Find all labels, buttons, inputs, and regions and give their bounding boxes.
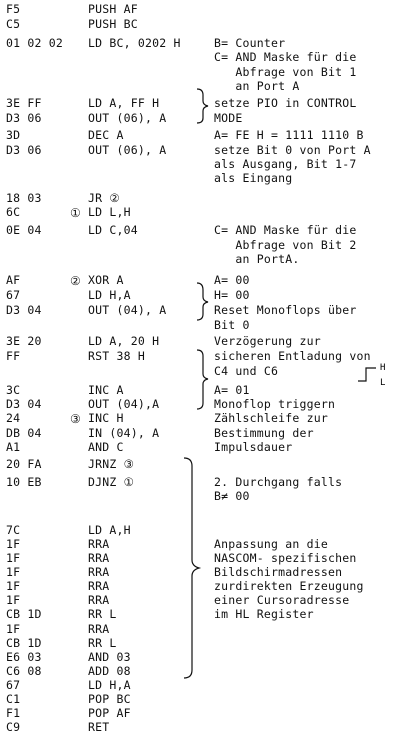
comment: an Port A <box>214 79 300 93</box>
hex-bytes: 10 EB <box>6 475 42 489</box>
mnemonic: RRA <box>88 551 110 565</box>
mnemonic: AND 03 <box>88 650 131 664</box>
brace-delay <box>197 283 208 320</box>
comment: als Ausgang, Bit 1-7 <box>214 157 357 171</box>
mnemonic: DJNZ ① <box>88 475 135 489</box>
hex-bytes: FF <box>6 349 21 363</box>
comment: Bit 0 <box>214 318 250 332</box>
hex-bytes: F5 <box>6 2 21 16</box>
mnemonic: LD A, 20 H <box>88 334 160 348</box>
hex-bytes: AF <box>6 273 21 287</box>
mnemonic: JRNZ ③ <box>88 457 135 471</box>
brace-address-conversion <box>184 458 199 678</box>
label-marker: ③ <box>70 412 81 426</box>
label-marker: ② <box>70 274 81 288</box>
hex-bytes: 24 <box>6 411 21 425</box>
comment: im HL Register <box>214 607 314 621</box>
mnemonic: DEC A <box>88 128 124 142</box>
hex-bytes: D3 06 <box>6 111 42 125</box>
mnemonic: AND C <box>88 440 124 454</box>
pulse-high-label: H <box>380 363 386 373</box>
hex-bytes: 1F <box>6 593 21 607</box>
hex-bytes: 1F <box>6 551 21 565</box>
comment: Bestimmung der <box>214 426 314 440</box>
hex-bytes: 1F <box>6 565 21 579</box>
mnemonic: INC H <box>88 411 124 425</box>
comment: Verzögerung zur <box>214 334 321 348</box>
comment: Impulsdauer <box>214 440 293 454</box>
hex-bytes: 67 <box>6 678 21 692</box>
mnemonic: IN (04), A <box>88 426 160 440</box>
mnemonic: RRA <box>88 579 110 593</box>
hex-bytes: C5 <box>6 17 21 31</box>
hex-bytes: 0E 04 <box>6 223 42 237</box>
hex-bytes: 7C <box>6 523 21 537</box>
mnemonic: RRA <box>88 537 110 551</box>
mnemonic: XOR A <box>88 273 124 287</box>
mnemonic: LD BC, 0202 H <box>88 36 181 50</box>
comment: sicheren Entladung von <box>214 349 371 363</box>
hex-bytes: 20 FA <box>6 457 42 471</box>
label-marker: ① <box>70 206 81 220</box>
comment: H= 00 <box>214 288 250 302</box>
hex-bytes: 18 03 <box>6 191 42 205</box>
mnemonic: LD C,04 <box>88 223 138 237</box>
hex-bytes: E6 03 <box>6 650 42 664</box>
hex-bytes: CB 1D <box>6 607 42 621</box>
mnemonic: OUT (06), A <box>88 111 167 125</box>
hex-bytes: 1F <box>6 622 21 636</box>
comment: A= 00 <box>214 273 250 287</box>
comment: setze Bit 0 von Port A <box>214 143 371 157</box>
hex-bytes: D3 04 <box>6 397 42 411</box>
mnemonic: RR L <box>88 607 117 621</box>
hex-bytes: D3 04 <box>6 303 42 317</box>
hex-bytes: C9 <box>6 720 21 734</box>
hex-bytes: 3D <box>6 128 21 142</box>
comment: einer Cursoradresse <box>214 593 350 607</box>
comment: MODE <box>214 111 243 125</box>
comment: Monoflop triggern <box>214 397 336 411</box>
comment: A= FE H = 1111 1110 B <box>214 128 364 142</box>
comment: als Eingang <box>214 171 293 185</box>
hex-bytes: DB 04 <box>6 426 42 440</box>
brace-pio-setup <box>197 89 208 123</box>
hex-bytes: C6 08 <box>6 664 42 678</box>
comment: A= 01 <box>214 383 250 397</box>
mnemonic: JR ② <box>88 191 120 205</box>
comment: 2. Durchgang falls <box>214 475 343 489</box>
hex-bytes: 01 02 02 <box>6 36 63 50</box>
hex-bytes: D3 06 <box>6 143 42 157</box>
comment: Bildschirmadressen <box>214 565 343 579</box>
mnemonic: PUSH AF <box>88 2 138 16</box>
mnemonic: LD L,H <box>88 205 131 219</box>
mnemonic: OUT (04), A <box>88 303 167 317</box>
mnemonic: RRA <box>88 593 110 607</box>
mnemonic: LD A,H <box>88 523 131 537</box>
hex-bytes: A1 <box>6 440 21 454</box>
comment: NASCOM- spezifischen <box>214 551 357 565</box>
comment: C= AND Maske für die <box>214 223 357 237</box>
comment: Abfrage von Bit 2 <box>214 238 357 252</box>
hex-bytes: C1 <box>6 692 21 706</box>
comment: Reset Monoflops über <box>214 303 357 317</box>
hex-bytes: F1 <box>6 706 21 720</box>
pulse-low-label: L <box>380 378 386 388</box>
comment: an PortA. <box>214 252 300 266</box>
comment: setze PIO in CONTROL <box>214 96 357 110</box>
hex-bytes: 6C <box>6 205 21 219</box>
hex-bytes: 67 <box>6 288 21 302</box>
comment: B≠ 00 <box>214 489 250 503</box>
comment: zurdirekten Erzeugung <box>214 579 364 593</box>
mnemonic: PUSH BC <box>88 17 138 31</box>
comment: Abfrage von Bit 1 <box>214 65 357 79</box>
hex-bytes: 1F <box>6 537 21 551</box>
mnemonic: LD H,A <box>88 678 131 692</box>
comment: C4 und C6 <box>214 364 279 378</box>
comment: Anpassung an die <box>214 537 328 551</box>
mnemonic: OUT (06), A <box>88 143 167 157</box>
brace-count-loop <box>197 350 208 409</box>
mnemonic: ADD 08 <box>88 664 131 678</box>
mnemonic: POP AF <box>88 706 131 720</box>
mnemonic: INC A <box>88 383 124 397</box>
mnemonic: POP BC <box>88 692 131 706</box>
comment: Zählschleife zur <box>214 411 328 425</box>
hex-bytes: 3E FF <box>6 96 42 110</box>
mnemonic: LD A, FF H <box>88 96 160 110</box>
mnemonic: RRA <box>88 565 110 579</box>
hex-bytes: 3E 20 <box>6 334 42 348</box>
pulse-waveform-icon <box>358 368 376 381</box>
mnemonic: LD H,A <box>88 288 131 302</box>
mnemonic: RRA <box>88 622 110 636</box>
mnemonic: OUT (04),A <box>88 397 160 411</box>
mnemonic: RR L <box>88 636 117 650</box>
hex-bytes: CB 1D <box>6 636 42 650</box>
mnemonic: RET <box>88 720 110 734</box>
hex-bytes: 3C <box>6 383 21 397</box>
comment: B= Counter <box>214 36 286 50</box>
mnemonic: RST 38 H <box>88 349 145 363</box>
hex-bytes: 1F <box>6 579 21 593</box>
comment: C= AND Maske für die <box>214 50 357 64</box>
